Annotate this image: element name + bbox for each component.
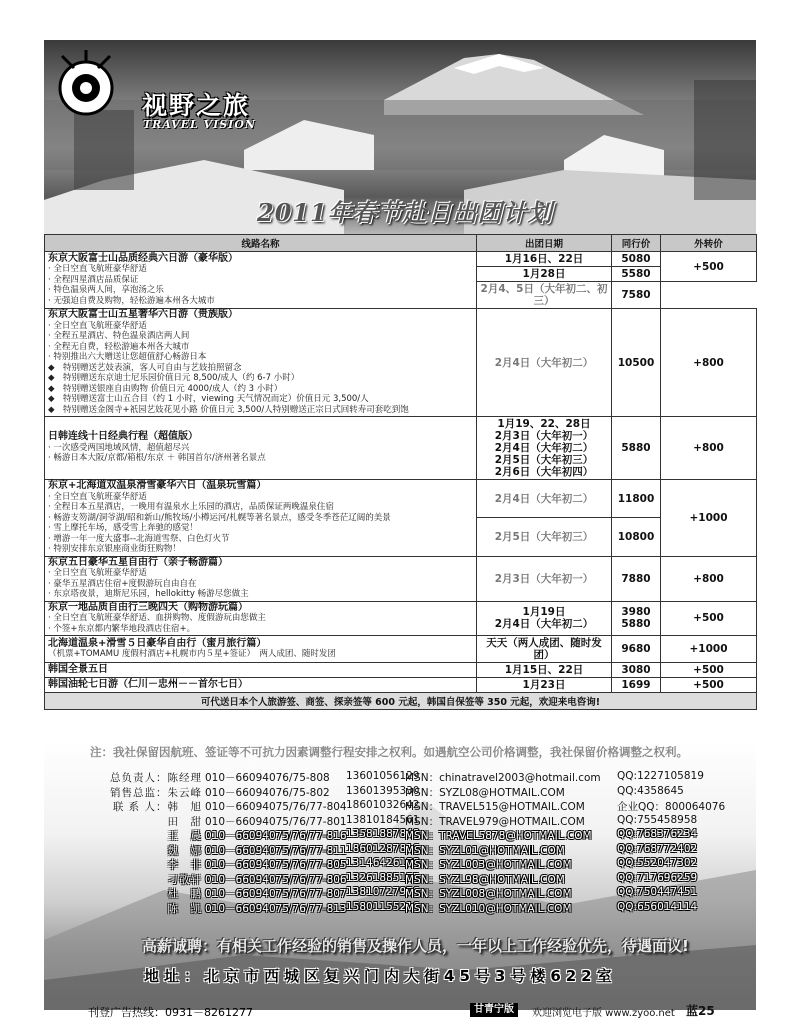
contact-mobile: 18601287816 bbox=[346, 842, 420, 855]
ad-hotline: 刊登广告热线：0931－8261277 bbox=[88, 1006, 253, 1019]
peer-price: 10800 bbox=[612, 518, 661, 556]
route-detail: · 畅游支笏湖/洞爷湖/昭和新山/熊牧场/小樽运河/札幌等著名景点，感受冬季苍茫辽阔的美景 bbox=[48, 512, 391, 523]
peer-price: 7580 bbox=[612, 282, 661, 309]
date-cell bbox=[477, 417, 612, 480]
headline: 2011年春节赴日出团计划 bbox=[257, 198, 553, 227]
contact-role: 总负责人：陈经理 bbox=[110, 772, 202, 784]
brand-name-cn: 视野之旅 bbox=[142, 91, 251, 120]
resale-price: +1000 bbox=[661, 636, 757, 663]
contact-role: 联 系 人：韩 旭 bbox=[112, 801, 202, 813]
date-cell: 2月5日（大年初三） bbox=[477, 518, 612, 556]
route-cell bbox=[45, 636, 477, 663]
contact-row bbox=[92, 843, 752, 858]
page-number: 蓝25 bbox=[686, 1004, 715, 1018]
date-cell: 天天（两人成团、随时发团） bbox=[477, 636, 612, 663]
contact-list bbox=[92, 770, 752, 915]
contact-role: 刁敬轩 bbox=[167, 873, 202, 886]
contact-qq: QQ:750447451 bbox=[617, 886, 698, 898]
date-line: 2月4日（大年初二） bbox=[494, 618, 594, 631]
contact-tel: 010－66094075/76/77-807 bbox=[205, 888, 347, 900]
contact-tel: 010－66094076/75-808 bbox=[205, 772, 330, 784]
route-detail: · 雪上摩托车场，感受雪上奔驰的感觉！ bbox=[48, 523, 198, 533]
route-detail: · 全程日本五星酒店，一晚用有温泉水上乐园的酒店，品质保证两晚温泉住宿 bbox=[48, 502, 334, 512]
contact-tel: 010－66094075/76/77-804 bbox=[205, 801, 347, 813]
price-line: 3980 bbox=[621, 606, 651, 619]
route-cell bbox=[45, 556, 477, 601]
hero-banner bbox=[44, 40, 756, 236]
contact-tel: 010－66094075/76/77-805 bbox=[205, 859, 347, 871]
contact-row bbox=[92, 770, 752, 785]
contact-mobile: 13146426188 bbox=[346, 857, 420, 869]
table-row bbox=[45, 636, 757, 663]
contact-role: 销售总监：朱云峰 bbox=[110, 786, 202, 799]
date-cell: 2月3日（大年初一） bbox=[477, 556, 612, 601]
visa-note: 可代送日本个人旅游签、商签、探亲签等 600 元起，韩国自保签等 350 元起，欢迎来电咨询! bbox=[45, 693, 757, 710]
peer-price: 5880 bbox=[612, 417, 661, 480]
route-title: 东京+北海道双温泉滑雪豪华六日（温泉玩雪篇） bbox=[48, 480, 267, 491]
route-title: 东京大阪富士山品质经典六日游（豪华版） bbox=[48, 252, 238, 264]
route-detail: （机票+TOMAMU 度假村酒店+札幌市内５星+签证） 两人成团、随时发团 bbox=[48, 649, 336, 659]
contact-row bbox=[92, 799, 752, 814]
contact-row bbox=[92, 901, 752, 916]
table-row bbox=[45, 663, 757, 678]
route-detail: ◆ 特别赠送艺妓表演，客人可自由与艺妓拍照留念 bbox=[48, 362, 242, 373]
date-cell: 1月23日 bbox=[477, 678, 612, 693]
route-title: 韩国油轮七日游（仁川－忠州－－首尔七日） bbox=[48, 678, 248, 690]
route-cell bbox=[45, 663, 477, 678]
route-detail: · 特别推出六大赠送让您超值舒心畅游日本 bbox=[48, 352, 207, 362]
date-cell: 2月4日（大年初二） bbox=[477, 309, 612, 417]
address: 地址：北京市西城区复兴门内大街45号3号楼622室 bbox=[144, 967, 617, 985]
route-cell bbox=[45, 252, 477, 309]
route-detail: · 东京塔夜景，迪斯尼乐园，hellokitty 畅游尽您做主 bbox=[48, 589, 249, 599]
contact-qq: QQ:552047302 bbox=[617, 857, 698, 869]
contact-section bbox=[44, 740, 756, 1010]
resale-price: +500 bbox=[661, 252, 757, 282]
contact-qq: QQ:768772402 bbox=[617, 842, 698, 855]
contact-qq: QQ:755458958 bbox=[617, 813, 698, 826]
table-row bbox=[45, 480, 757, 518]
contact-mobile: 15801155216 bbox=[346, 900, 420, 913]
date-line: 1月19日 bbox=[522, 606, 566, 619]
contact-tel: 010－66094076/75-802 bbox=[205, 786, 330, 799]
contact-row bbox=[92, 785, 752, 800]
route-cell bbox=[45, 480, 477, 557]
contact-qq: QQ:1227105819 bbox=[617, 770, 704, 782]
contact-mobile: 13601395330 bbox=[346, 784, 420, 797]
route-title: 日韩连线十日经典行程（超值版） bbox=[48, 431, 198, 443]
contact-qq: QQ:717696259 bbox=[617, 871, 698, 884]
resale-price: +500 bbox=[661, 678, 757, 693]
contact-mobile: 13810727956 bbox=[346, 886, 420, 898]
contact-msn[interactable]: MSN：SYZL008@HOTMAIL.COM bbox=[405, 888, 572, 900]
contact-row bbox=[92, 872, 752, 887]
contact-mobile: 13261885155 bbox=[346, 871, 420, 884]
contact-role: 王 晨 bbox=[167, 830, 202, 842]
peer-price: 10500 bbox=[612, 309, 661, 417]
route-detail: · 全日空直飞航班豪华舒适 bbox=[48, 568, 147, 578]
route-title: 韩国全景五日 bbox=[48, 663, 108, 675]
contact-msn[interactable]: MSN：TRAVEL979@HOTMAIL.COM bbox=[405, 815, 585, 828]
contact-row bbox=[92, 814, 752, 829]
route-detail: · 全程四星酒店品质保证 bbox=[48, 274, 139, 285]
table-header-row bbox=[45, 235, 757, 252]
route-detail: · 无强迫自费及购物，轻松游遍本州各大城市 bbox=[48, 295, 215, 306]
resale-price: +800 bbox=[661, 556, 757, 601]
route-detail: · 全日空直飞航班豪华舒适 bbox=[48, 491, 147, 502]
contact-role: 魏 娜 bbox=[167, 844, 202, 857]
contact-tel: 010－66094075/76/77-816 bbox=[205, 830, 347, 842]
contact-mobile: 18601032642 bbox=[346, 799, 420, 811]
route-cell bbox=[45, 417, 477, 480]
resale-price: +500 bbox=[661, 663, 757, 678]
route-detail: ◆ 特别赠送银座自由购物 价值日元 4000/成人（约 3 小时） bbox=[48, 383, 283, 394]
edition-badge: 甘青宁版 bbox=[470, 1003, 518, 1017]
route-title: 东京一地品质自由行三晚四天（购物游玩篇） bbox=[48, 601, 248, 613]
route-detail: · 全程无自费，轻松游遍本州各大城市 bbox=[48, 341, 190, 352]
route-title: 北海道温泉+滑雪５日豪华自由行（蜜月旅行篇） bbox=[48, 637, 267, 649]
peer-price bbox=[612, 601, 661, 636]
contact-tel: 010－66094075/76/77-806 bbox=[205, 873, 347, 886]
peer-price: 9680 bbox=[612, 636, 661, 663]
contact-msn[interactable]: MSN：SYZL010@HOTMAIL.COM bbox=[405, 902, 572, 915]
col-route: 线路名称 bbox=[45, 235, 477, 252]
date-cell bbox=[477, 601, 612, 636]
contact-tel: 010－66094075/76/77-813 bbox=[205, 902, 347, 915]
table-row bbox=[45, 417, 757, 480]
contact-msn[interactable]: MSN：SYZL01@HOTMAIL.COM bbox=[405, 844, 565, 857]
date-line: 2月3日（大年初一） bbox=[494, 430, 594, 442]
table-row bbox=[45, 252, 757, 267]
date-cell: 1月15日、22日 bbox=[477, 663, 612, 678]
date-line: 1月19、22、28日 bbox=[497, 418, 591, 430]
route-detail: · 全日空直飞航班豪华舒适 bbox=[48, 264, 147, 275]
price-line: 5880 bbox=[621, 618, 651, 631]
contact-role: 李 非 bbox=[167, 859, 202, 871]
contact-msn[interactable]: MSN：chinatravel2003@hotmail.com bbox=[405, 772, 601, 784]
disclaimer-note: 注：我社保留因航班、签证等不可抗力因素调整行程安排之权利。如遇航空公司价格调整，我社保留价格调整之权利。 bbox=[90, 745, 688, 759]
contact-tel: 010－66094075/76/77-811 bbox=[205, 844, 347, 857]
route-detail: · 畅游日本大阪/京都/箱根/东京 ＋ 韩国首尔/济州著名景点 bbox=[48, 453, 266, 464]
peer-price: 7880 bbox=[612, 556, 661, 601]
tour-price-table bbox=[44, 234, 757, 710]
route-detail: · 特色温泉两人间，享泡汤之乐 bbox=[48, 285, 164, 296]
contact-row bbox=[92, 857, 752, 872]
date-line: 2月6日（大年初四） bbox=[494, 466, 594, 478]
contact-qq: QQ:4358645 bbox=[617, 784, 684, 797]
resale-price: +1000 bbox=[661, 480, 757, 557]
contact-msn[interactable]: MSN：TRAVEL515@HOTMAIL.COM bbox=[405, 801, 585, 813]
date-cell: 2月4、5日（大年初二、初三） bbox=[477, 282, 612, 309]
contact-mobile: 13810184561 bbox=[346, 813, 420, 826]
table-row bbox=[45, 556, 757, 601]
table-row bbox=[45, 309, 757, 417]
date-cell: 1月16日、22日 bbox=[477, 252, 612, 267]
col-date: 出团日期 bbox=[477, 235, 612, 252]
table-row bbox=[45, 678, 757, 693]
contact-msn[interactable]: MSN：SYZL003@HOTMAIL.COM bbox=[405, 859, 572, 871]
route-detail: · 全日空直飞航班豪华舒适、血拼购物、度假游玩由您做主 bbox=[48, 613, 266, 623]
route-detail: · 一次感受两国地域风情，超值超尽兴 bbox=[48, 442, 190, 453]
contact-msn[interactable]: MSN：SYZL98@HOTMAIL.COM bbox=[405, 873, 565, 886]
route-title: 东京大阪富士山五星奢华六日游（贵族版） bbox=[48, 309, 238, 320]
col-resale-price: 外转价 bbox=[661, 235, 757, 252]
route-detail: · 个签+东京都内繁华地段酒店住宿+。 bbox=[48, 623, 196, 634]
contact-row bbox=[92, 828, 752, 843]
route-detail: · 特别安排东京银座商业街狂购物！ bbox=[48, 544, 181, 554]
contact-mobile: 13581887840 bbox=[346, 828, 420, 840]
col-peer-price: 同行价 bbox=[612, 235, 661, 252]
date-cell: 1月28日 bbox=[477, 267, 612, 282]
peer-price: 3080 bbox=[612, 663, 661, 678]
table-footer-row bbox=[45, 693, 757, 710]
ebook-link[interactable]: 欢迎浏览电子版 www.zyoo.net bbox=[532, 1008, 675, 1019]
peer-price: 5580 bbox=[612, 267, 661, 282]
date-line: 2月5日（大年初三） bbox=[494, 454, 594, 466]
date-cell: 2月4日（大年初二） bbox=[477, 480, 612, 518]
route-title: 东京五日豪华五星自由行（亲子畅游篇） bbox=[48, 556, 228, 568]
brand-name-en: TRAVEL VISION bbox=[143, 118, 256, 131]
contact-role: 杜 鹏 bbox=[167, 888, 202, 900]
contact-role: 田 甜 bbox=[167, 815, 202, 828]
resale-price: +500 bbox=[661, 601, 757, 636]
peer-price: 1699 bbox=[612, 678, 661, 693]
route-cell bbox=[45, 601, 477, 636]
contact-row bbox=[92, 886, 752, 901]
hiring-notice: 高薪诚聘：有相关工作经验的销售及操作人员，一年以上工作经验优先，待遇面议! bbox=[142, 937, 689, 955]
peer-price: 11800 bbox=[612, 480, 661, 518]
contact-qq: 企业QQ：800064076 bbox=[617, 801, 726, 813]
contact-qq: QQ:656014114 bbox=[617, 900, 698, 913]
date-line: 2月4日（大年初二） bbox=[494, 442, 594, 454]
table-row bbox=[45, 601, 757, 636]
resale-price: +800 bbox=[661, 309, 757, 417]
peer-price: 5080 bbox=[612, 252, 661, 267]
route-detail: · 全程五星酒店、特色温泉酒店两人间 bbox=[48, 331, 190, 341]
route-detail: ◆ 特别赠送东京迪士尼乐园价值日元 8,500/成人（约 6-7 小时） bbox=[48, 373, 300, 383]
route-detail: · 豪华五星酒店住宿+度假游玩自由自在 bbox=[48, 578, 197, 589]
advert-page bbox=[44, 40, 756, 1010]
contact-qq: QQ:768376234 bbox=[617, 828, 698, 840]
contact-msn[interactable]: MSN：TRAVEL5878@HOTMAIL.COM bbox=[405, 830, 592, 842]
contact-tel: 010－66094075/76/77-801 bbox=[205, 815, 347, 828]
resale-price: +800 bbox=[661, 417, 757, 480]
route-detail: ◆ 特别赠送富士山五合目（约 1 小时，viewing 天气情况而定）价值日元 3,500/人 bbox=[48, 394, 369, 404]
route-detail: · 增游一年一度大盛事--北海道雪祭、白色灯火节 bbox=[48, 533, 230, 544]
table-body bbox=[45, 252, 757, 710]
contact-mobile: 13601056129 bbox=[346, 770, 420, 782]
contact-role: 陈 凯 bbox=[167, 902, 202, 915]
route-cell bbox=[45, 678, 477, 693]
route-detail: ◆ 特别赠送金阁寺+祇园艺妓花见小路 价值日元 3,500/人特别赠送正宗日式回转寿司套吃到饱 bbox=[48, 404, 409, 415]
contact-msn[interactable]: MSN：SYZL08@HOTMAIL.COM bbox=[405, 786, 565, 799]
route-detail: · 全日空直飞航班豪华舒适 bbox=[48, 320, 147, 331]
route-cell bbox=[45, 309, 477, 417]
